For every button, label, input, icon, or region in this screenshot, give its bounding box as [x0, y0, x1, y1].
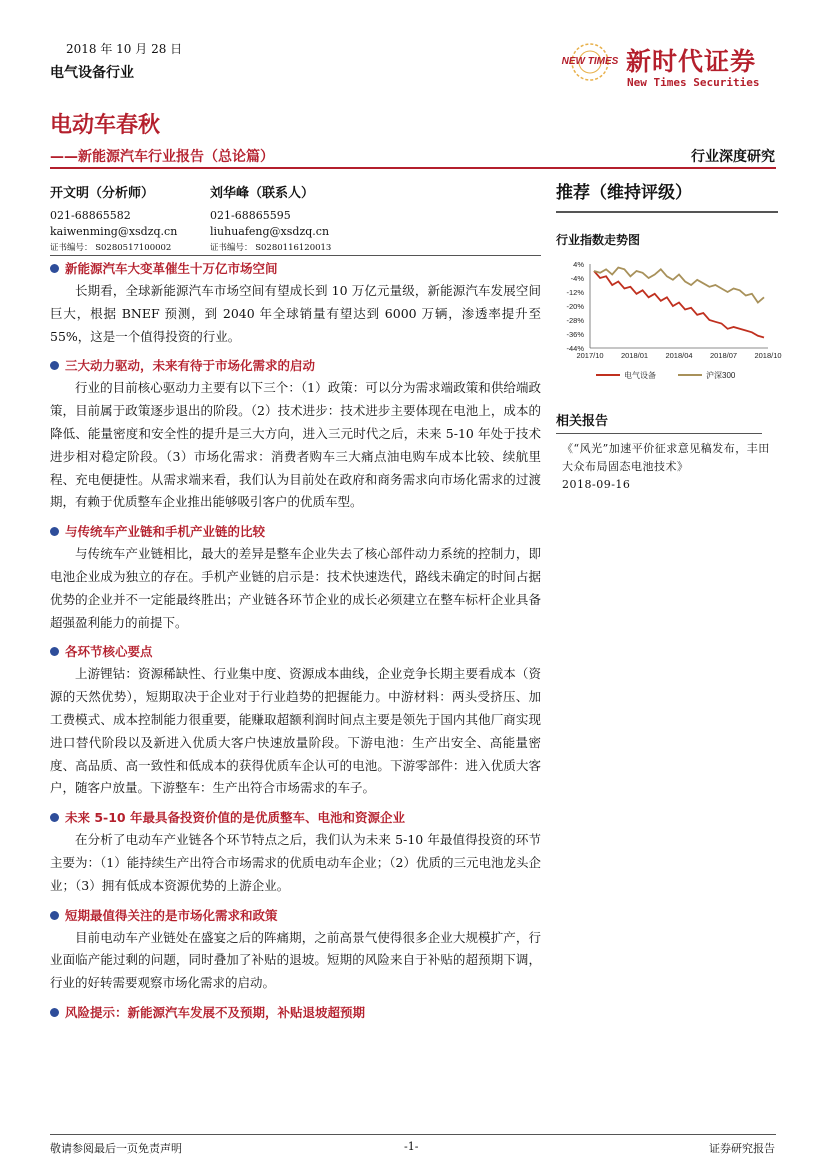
y-tick-label: -28% [566, 316, 584, 325]
company-name-en: New Times Securities [627, 76, 760, 89]
related-reports-title: 相关报告 [556, 414, 609, 429]
logo-mark-text: NEW TIMES [561, 56, 619, 67]
page-number: -1- [404, 1140, 419, 1153]
related-report-link[interactable]: 《“风光”加速平价征求意见稿发布，丰田大众布局固态电池技术》 [562, 442, 770, 473]
x-tick-label: 2018/10 [754, 351, 782, 360]
x-tick-label: 2018/01 [620, 351, 649, 360]
bullet-icon [50, 264, 59, 273]
rating-label: 推荐（维持评级） [556, 178, 778, 213]
company-logo-mark [558, 40, 622, 90]
analyst-phone: 021-68865595 [210, 209, 291, 222]
x-tick-label: 2018/04 [665, 351, 693, 360]
series-line-electrical [594, 271, 764, 338]
bullet-icon [50, 911, 59, 920]
report-date: 2018 年 10 月 28 日 [66, 42, 183, 56]
section-paragraph: 在分析了电动车产业链各个环节特点之后，我们认为未来 5-10 年最值得投资的环节主要为：（1）能持续生产出符合市场需求的优质电动车企业；（2）优质的三元电池龙头企业；（3）拥有低成本资源优势的上游企业。 [50, 832, 541, 893]
analyst-divider [50, 255, 541, 256]
section-heading: 未来 5-10 年最具备投资价值的是优质整车、电池和资源企业 [50, 809, 541, 827]
series-line-hs300 [594, 268, 764, 303]
section-heading: 各环节核心要点 [50, 643, 541, 661]
analyst-name: 开文明（分析师） [50, 186, 155, 201]
report-title: 电动车春秋 [50, 113, 161, 138]
footer-disclaimer[interactable]: 敬请参阅最后一页免责声明 [50, 1142, 182, 1155]
legend-label: 沪深300 [706, 371, 736, 380]
x-tick-label: 2017/10 [576, 351, 604, 360]
index-trend-chart [556, 256, 782, 396]
summary-body [50, 260, 541, 1024]
section-paragraph: 目前电动车产业链处在盛宴之后的阵痛期，之前高景气使得很多企业大规模扩产，行业面临产能过剩的问题，同时叠加了补贴的退坡。短期的风险来自于补贴的超预期下调，行业的好转需要观察市场化需求的启动。 [50, 929, 541, 991]
analyst-cert: 证书编号： S0280116120013 [210, 243, 332, 253]
analyst-card-1 [50, 186, 200, 256]
analyst-email[interactable]: kaiwenming@xsdzq.cn [50, 225, 178, 238]
sidebar [556, 178, 782, 494]
report-subtitle: ——新能源汽车行业报告（总论篇） [50, 149, 274, 165]
legend-label: 电气设备 [624, 371, 656, 380]
x-tick-label: 2018/07 [709, 351, 738, 360]
industry-label: 电气设备行业 [50, 65, 134, 81]
bullet-icon [50, 1008, 59, 1017]
analyst-name: 刘华峰（联系人） [210, 186, 315, 201]
section-heading: 与传统车产业链和手机产业链的比较 [50, 523, 541, 541]
footer-divider [50, 1134, 776, 1135]
bullet-icon [50, 813, 59, 822]
section-heading: 短期最值得关注的是市场化需求和政策 [50, 907, 541, 925]
footer-report-label: 证券研究报告 [709, 1142, 775, 1155]
analyst-email[interactable]: liuhuafeng@xsdzq.cn [210, 225, 330, 238]
bullet-icon [50, 527, 59, 536]
analyst-cert: 证书编号： S0280517100002 [50, 243, 172, 253]
analyst-phone: 021-68865582 [50, 209, 131, 222]
related-divider [556, 433, 762, 434]
section-paragraph: 与传统车产业链相比，最大的差异是整车企业失去了核心部件动力系统的控制力，即电池企业成为独立的存在。手机产业链的启示是：技术快速迭代，路线未确定的时间占据优势的企业并不一定能最终胜出；产业链各环节企业的成长必须建立在整车标杆企业具备超强盈利能力的前提下。 [50, 546, 541, 630]
y-tick-label: 4% [573, 260, 584, 269]
section-paragraph: 长期看，全球新能源汽车市场空间有望成长到 10 万亿元量级，新能源汽车发展空间巨大，根据 BNEF 预测，到 2040 年全球销量有望达到 6000 万辆，渗透率提升至 55%，这是一个值得投资的行业。 [50, 283, 541, 344]
y-tick-label: -12% [566, 288, 584, 297]
y-tick-label: -20% [566, 302, 584, 311]
company-name-cn: 新时代证券 [626, 47, 757, 76]
y-tick-label: -36% [566, 330, 584, 339]
related-report-date: 2018-09-16 [562, 478, 631, 491]
section-paragraph: 上游锂钴：资源稀缺性、行业集中度、资源成本曲线，企业竞争长期主要看成本（资源的天然优势），短期取决于企业对于行业趋势的把握能力。中游材料：两头受挤压、加工费模式、成本控制能力很重要，能赚取超额利润时间点主要是领先于国内其他厂商实现进口替代阶段以及新进入优质大客户快速放量阶段。下游电池：生产出安全、高能量密度、高品质、高一致性和低成本的获得优质车企认可的电池。下游零部件：进入优质大客户，随客户放量。下游整车：生产出符合市场需求的车子。 [50, 666, 541, 796]
report-type: 行业深度研究 [691, 149, 775, 165]
section-heading: 三大动力驱动，未来有待于市场化需求的启动 [50, 357, 541, 375]
y-tick-label: -44% [566, 344, 584, 353]
y-tick-label: -4% [570, 274, 584, 283]
bullet-icon [50, 647, 59, 656]
bullet-icon [50, 361, 59, 370]
chart-title: 行业指数走势图 [556, 233, 641, 247]
section-paragraph: 行业的目前核心驱动力主要有以下三个：（1）政策：可以分为需求端政策和供给端政策，目前属于政策逐步退出的阶段。（2）技术进步：技术进步主要体现在电池上，成本的降低、能量密度和安全性的提升是三大方向，进入三元时代之后，未来 5-10 年处于技术进步相对稳定阶段。（3）市场化需求：消费者购车三大痛点油电购车成本比较、续航里程、充电便捷性。从需求端来看，我们认为目前处在政府和商务需求向市场化需求的过渡期，有赖于优质整车企业推出能够吸引客户的优质车型。 [50, 380, 541, 510]
header-divider [50, 167, 776, 169]
risk-heading: 风险提示：新能源汽车发展不及预期，补贴退坡超预期 [50, 1004, 541, 1022]
analyst-card-2 [210, 186, 370, 256]
section-heading: 新能源汽车大变革催生十万亿市场空间 [50, 260, 541, 278]
